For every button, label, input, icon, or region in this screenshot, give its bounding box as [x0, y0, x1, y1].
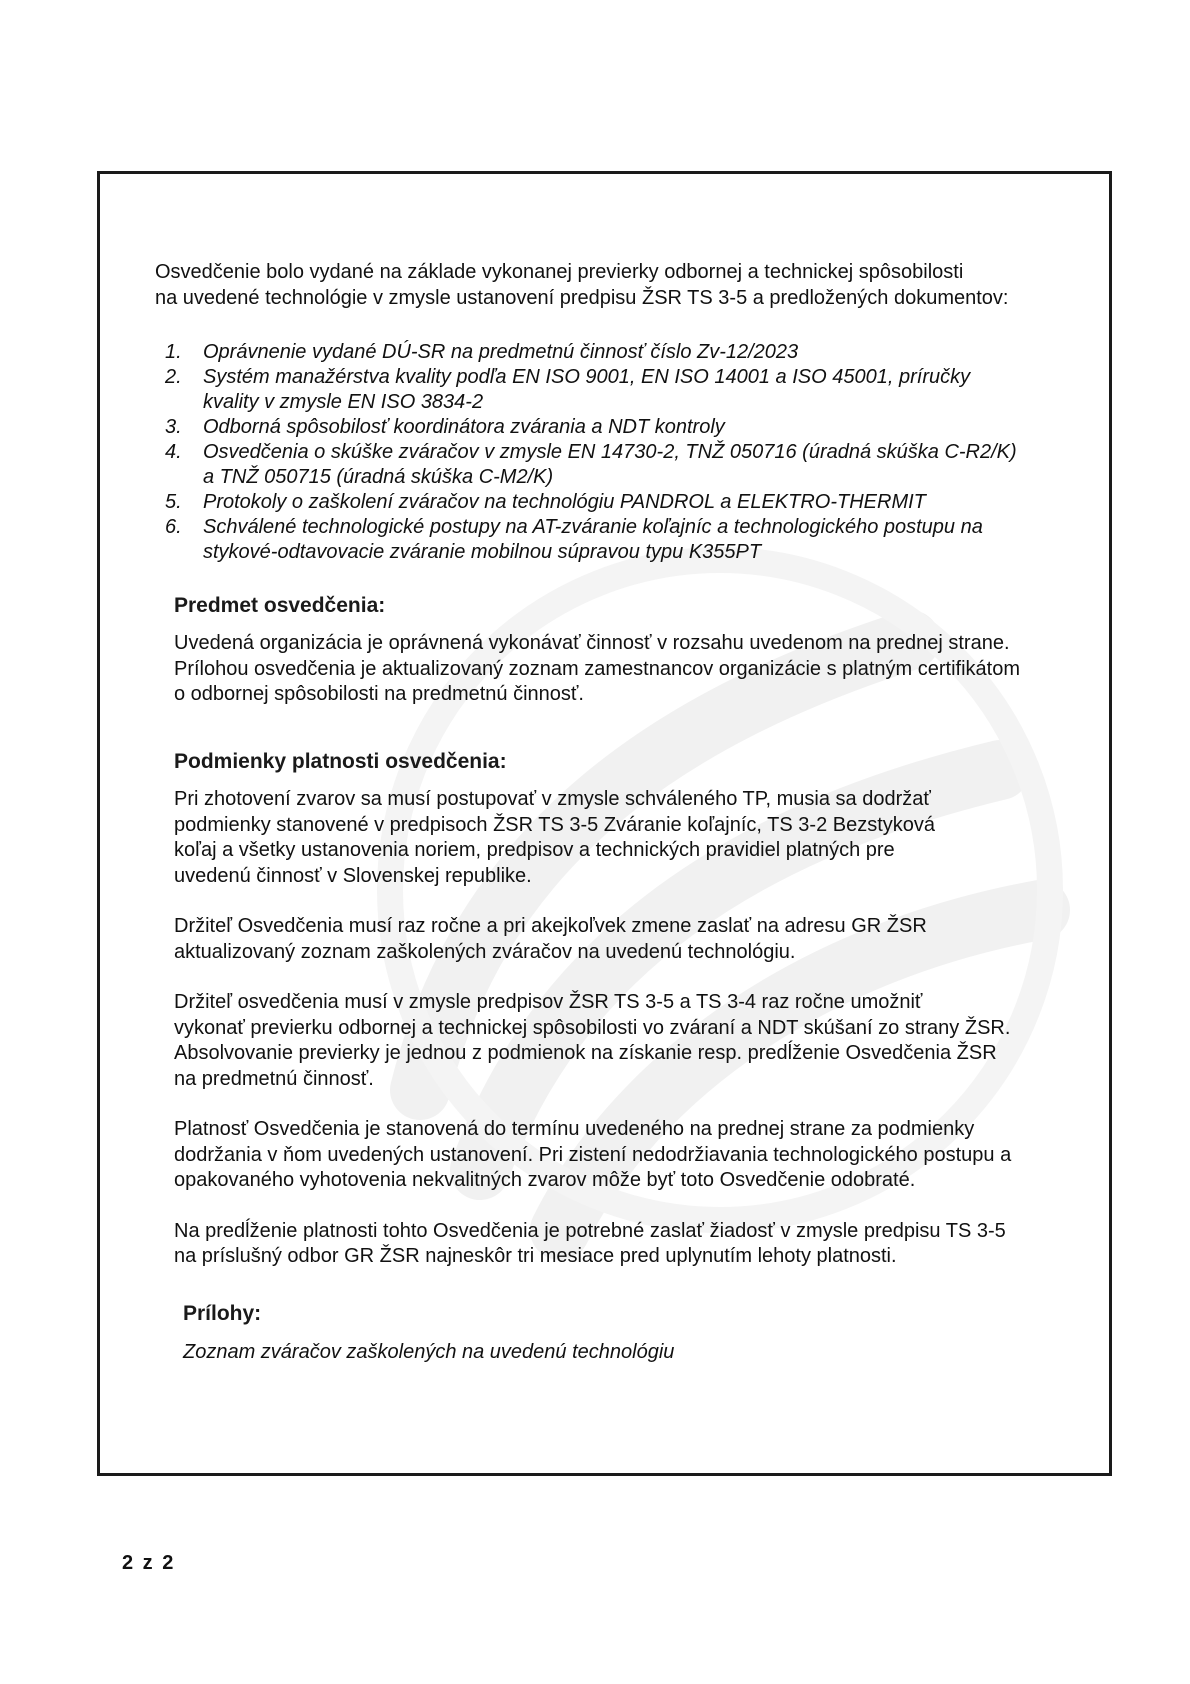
- document-text: a TNŽ 050715 (úradná skúška C-M2/K): [203, 466, 554, 488]
- intro-line: na uvedené technológie v zmysle ustanovení predpisu ŽSR TS 3-5 a predložených dokumentov:: [155, 287, 1009, 309]
- subject-heading: Predmet osvedčenia:: [174, 594, 386, 617]
- document-text: Osvedčenia o skúške zváračov v zmysle EN 14730-2, TNŽ 050716 (úradná skúška C-R2/K): [203, 441, 1017, 463]
- document-number: 4.: [165, 441, 182, 463]
- text-line: koľaj a všetky ustanovenia noriem, predpisov a technických pravidiel platných pre: [174, 839, 895, 861]
- document-number: 2.: [165, 366, 182, 388]
- document-item: [155, 440, 1105, 490]
- document-item: [155, 490, 1105, 515]
- text-line: na príslušný odbor GR ŽSR najneskôr tri mesiace pred uplynutím lehoty platnosti.: [174, 1245, 897, 1267]
- text-line: Držiteľ osvedčenia musí v zmysle predpisov ŽSR TS 3-5 a TS 3-4 raz ročne umožniť: [174, 991, 923, 1013]
- condition-paragraph: [174, 787, 1109, 889]
- text-line: Absolvovanie previerky je jednou z podmienok na získanie resp. predĺženie Osvedčenia ŽSR: [174, 1042, 997, 1064]
- text-line: opakovaného vyhotovenia nekvalitných zvarov môže byť toto Osvedčenie odobraté.: [174, 1169, 916, 1191]
- condition-paragraph: [174, 1219, 1109, 1270]
- text-line: na predmetnú činnosť.: [174, 1067, 374, 1090]
- condition-paragraph: [174, 1117, 1109, 1194]
- document-item: [155, 340, 1105, 365]
- subject-text: [174, 631, 1109, 708]
- text-line: Držiteľ Osvedčenia musí raz ročne a pri akejkoľvek zmene zaslať na adresu GR ŽSR: [174, 915, 927, 937]
- conditions-heading: Podmienky platnosti osvedčenia:: [174, 750, 507, 773]
- document-text: stykové-odtavovacie zváranie mobilnou súpravou typu K355PT: [203, 541, 762, 563]
- document-item: [155, 515, 1105, 565]
- condition-paragraph: [174, 914, 1109, 965]
- text-line: Uvedená organizácia je oprávnená vykonávať činnosť v rozsahu uvedenom na prednej strane.: [174, 632, 1010, 654]
- page-number: 2 z 2: [122, 1552, 176, 1574]
- intro-text: [155, 259, 1105, 311]
- document-text: Odborná spôsobilosť koordinátora zvárania a NDT kontroly: [203, 416, 725, 438]
- intro-line: Osvedčenie bolo vydané na základe vykonanej previerky odbornej a technickej spôsobilosti: [155, 261, 964, 283]
- text-line: Pri zhotovení zvarov sa musí postupovať v zmysle schváleného TP, musia sa dodržať: [174, 788, 931, 810]
- document-number: 5.: [165, 491, 182, 513]
- text-line: o odbornej spôsobilosti na predmetnú činnosť.: [174, 683, 584, 705]
- documents-list: [155, 340, 1105, 565]
- text-line: aktualizovaný zoznam zaškolených zváračov na uvedenú technológiu.: [174, 940, 796, 963]
- text-line: Na predĺženie platnosti tohto Osvedčenia je potrebné zaslať žiadosť v zmysle predpisu TS 3-5: [174, 1219, 1006, 1242]
- attachments-heading: Prílohy:: [183, 1302, 262, 1325]
- text-line: dodržania v ňom uvedených ustanovení. Pri zistení nedodržiavania technologického postupu a: [174, 1143, 1012, 1166]
- text-line: vykonať previerku odbornej a technickej spôsobilosti vo zváraní a NDT skúšaní zo strany ŽSR.: [174, 1016, 1011, 1039]
- condition-paragraph: [174, 990, 1109, 1092]
- text-line: uvedenú činnosť v Slovenskej republike.: [174, 864, 532, 887]
- document-number: 1.: [165, 341, 182, 363]
- attachments-section: [183, 1300, 1118, 1365]
- document-text: Protokoly o zaškolení zváračov na technológiu PANDROL a ELEKTRO-THERMIT: [203, 491, 926, 513]
- document-item: [155, 365, 1105, 415]
- document-text: Systém manažérstva kvality podľa EN ISO 9001, EN ISO 14001 a ISO 45001, príručky: [203, 366, 971, 388]
- conditions-section: [174, 748, 1109, 1270]
- subject-section: [174, 592, 1109, 708]
- document-text: Schválené technologické postupy na AT-zváranie koľajníc a technologického postupu na: [203, 516, 983, 538]
- document-number: 6.: [165, 516, 182, 538]
- document-item: [155, 415, 1105, 440]
- document-text: Oprávnenie vydané DÚ-SR na predmetnú činnosť číslo Zv-12/2023: [203, 341, 799, 363]
- attachment-item: Zoznam zváračov zaškolených na uvedenú technológiu: [183, 1341, 675, 1363]
- document-number: 3.: [165, 416, 182, 438]
- text-line: Prílohou osvedčenia je aktualizovaný zoznam zamestnancov organizácie s platným certifikátom: [174, 657, 1020, 680]
- text-line: podmienky stanovené v predpisoch ŽSR TS 3-5 Zváranie koľajníc, TS 3-2 Bezstyková: [174, 813, 936, 836]
- document-text: kvality v zmysle EN ISO 3834-2: [203, 391, 484, 413]
- text-line: Platnosť Osvedčenia je stanovená do termínu uvedeného na prednej strane za podmienky: [174, 1118, 975, 1140]
